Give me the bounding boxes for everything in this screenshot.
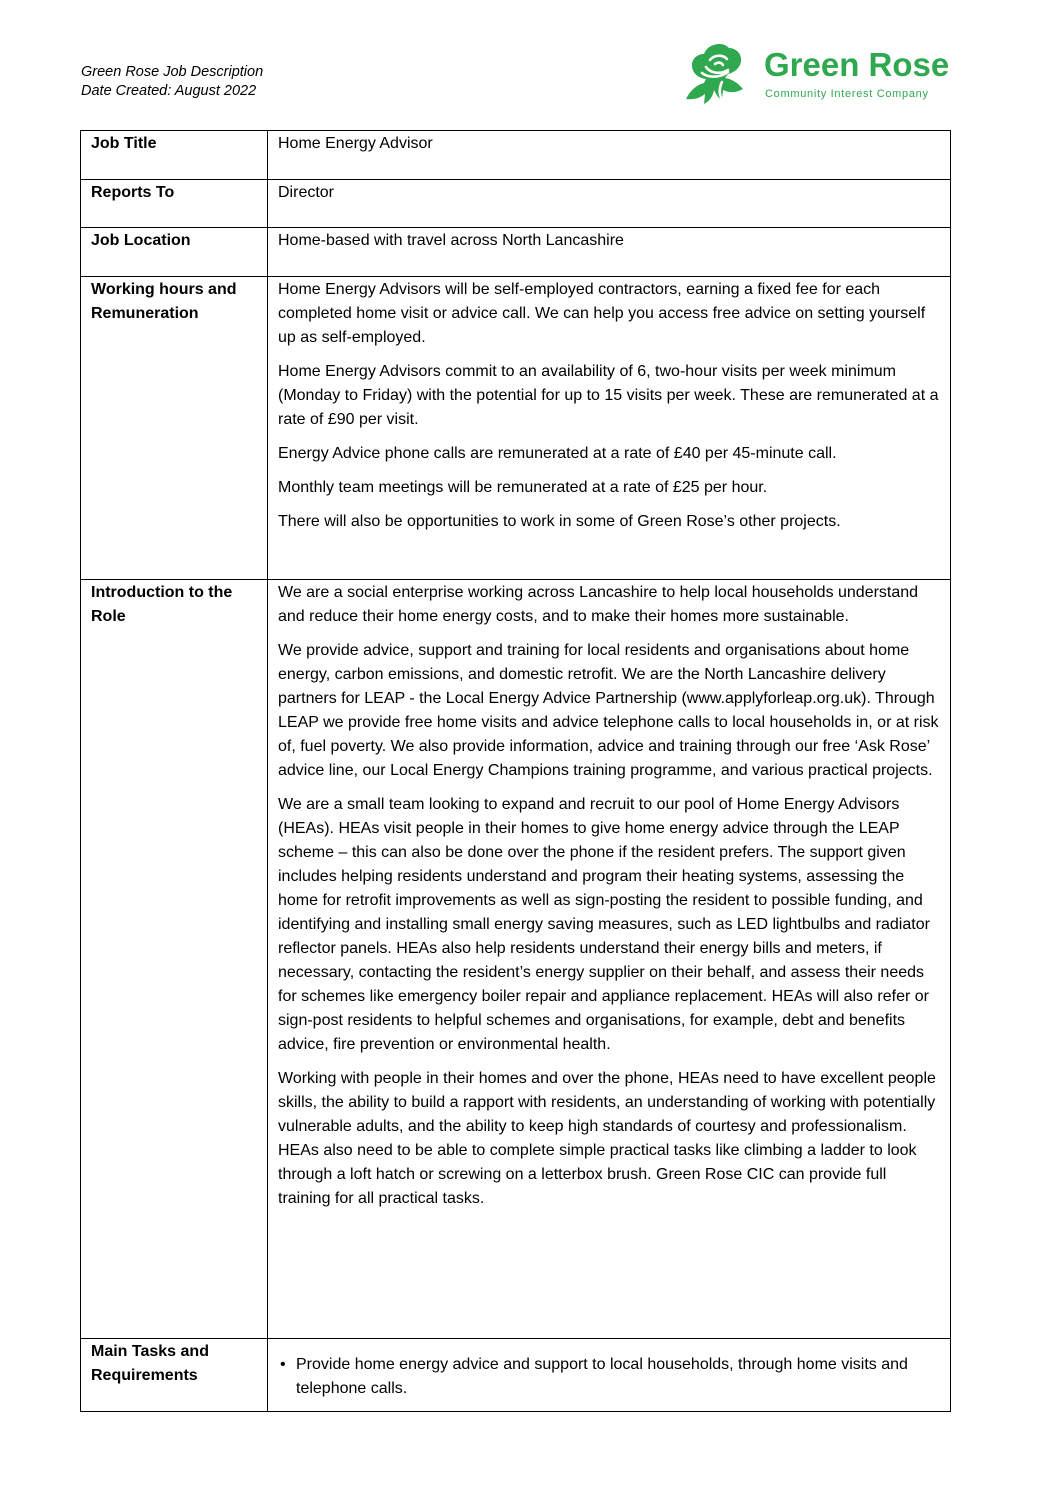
introduction-label: Introduction to the Role [81,580,268,1339]
row-main-tasks [81,1339,951,1412]
main-tasks-value [268,1339,951,1412]
green-rose-logo [682,40,952,115]
header-date: Date Created: August 2022 [81,83,257,99]
task-list [278,1353,940,1401]
paragraph: Home Energy Advisors commit to an availability of 6, two-hour visits per week minimum (Monday to Friday) with the potential for up to 15 visits per week. These are remunerated at a rate of £90 per visit. [278,363,939,428]
paragraph: We provide advice, support and training for local residents and organisations about home energy, carbon emissions, and domestic retrofit. We are the North Lancashire delivery partners for LEAP - the Local Energy Advice Partnership (www.applyforleap.org.uk). Through LEAP we provide free home visits and advice telephone calls to local households in, or at risk of, fuel poverty. We also provide information, advice and training through our free ‘Ask Rose’ advice line, our Local Energy Champions training programme, and various practical projects. [278,642,939,779]
row-working-hours [81,277,951,580]
main-tasks-label: Main Tasks and Requirements [81,1339,268,1412]
job-location-value: Home-based with travel across North Lancashire [268,228,951,277]
row-introduction [81,580,951,1339]
logo-name: Green Rose [764,46,950,83]
reports-to-label: Reports To [81,180,268,228]
job-location-label: Job Location [81,228,268,277]
document-header [81,63,263,101]
paragraph: Monthly team meetings will be remunerated at a rate of £25 per hour. [278,479,768,496]
job-title-value: Home Energy Advisor [268,131,951,180]
logo-subtitle: Community Interest Company [765,88,929,100]
paragraph: We are a social enterprise working across Lancashire to help local households understand and reduce their home energy costs, and to make their homes more sustainable. [278,584,919,625]
row-reports-to [81,180,951,228]
row-job-location [81,228,951,277]
introduction-value [268,580,951,1339]
paragraph: There will also be opportunities to work in some of Green Rose’s other projects. [278,513,841,530]
job-title-label: Job Title [81,131,268,180]
paragraph: Working with people in their homes and over the phone, HEAs need to have excellent people skills, the ability to build a rapport with residents, an understanding of working with potentially vulnerable adults, and the ability to keep high standards of courtesy and professionalism. HEAs also need to be able to complete simple practical tasks like climbing a ladder to look through a loft hatch or screwing on a letterbox brush. Green Rose CIC can provide full training for all practical tasks. [278,1070,936,1207]
paragraph: We are a small team looking to expand and recruit to our pool of Home Energy Advisors (HEAs). HEAs visit people in their homes to give home energy advice through the LEAP scheme – this can also be done over the phone if the resident prefers. The support given includes helping residents understand and program their heating systems, assessing the home for retrofit improvements as well as sign-posting the resident to possible funding, and identifying and installing small energy saving measures, such as LED lightbulbs and radiator reflector panels. HEAs also help residents understand their energy bills and meters, if necessary, contacting the resident’s energy supplier on their behalf, and assess their needs for schemes like emergency boiler repair and appliance replacement. HEAs will also refer or sign-post residents to helpful schemes and organisations, for example, debt and benefits advice, fire prevention or environmental health. [278,796,930,1053]
working-hours-value [268,277,951,580]
header-title: Green Rose Job Description [81,64,264,80]
list-item: • Provide home energy advice and support to local households, through home visits and telephone calls. [296,1353,940,1401]
row-job-title [81,131,951,180]
working-hours-label: Working hours and Remuneration [81,277,268,580]
paragraph: Home Energy Advisors will be self-employed contractors, earning a fixed fee for each completed home visit or advice call. We can help you access free advice on setting yourself up as self-employed. [278,281,926,346]
reports-to-value: Director [268,180,951,228]
paragraph: Energy Advice phone calls are remunerated at a rate of £40 per 45-minute call. [278,445,837,462]
job-description-table [80,130,951,1412]
rose-icon [682,40,758,112]
